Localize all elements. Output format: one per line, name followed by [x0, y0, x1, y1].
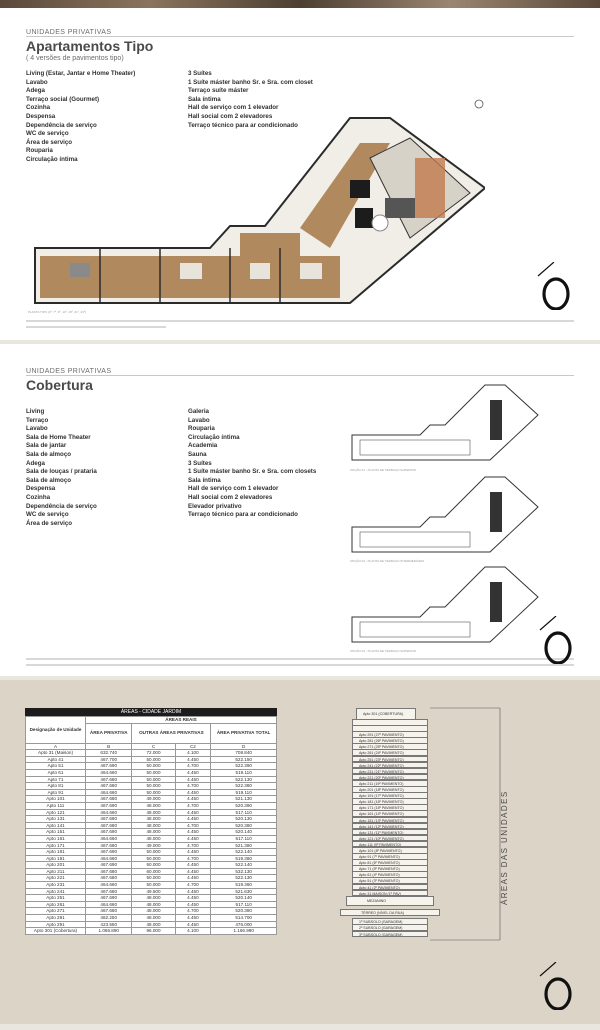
table-cell: 48.000 [132, 816, 175, 823]
table-cell: 467.680 [86, 796, 132, 803]
brand-logo-o [536, 262, 576, 310]
table-cell: 4.450 [175, 888, 211, 895]
table-cell: Apto 201 [26, 862, 86, 869]
tower-floor: Apto 101 (8º PAVIMENTO) [352, 847, 428, 854]
column-letter: C [132, 743, 175, 750]
feature-item: Sala de Home Theater [26, 433, 91, 441]
features-right [188, 408, 316, 520]
brand-logo-o [538, 962, 578, 1010]
table-cell: 467.680 [86, 875, 132, 882]
table-row [26, 908, 277, 915]
panel-apartamentos-tipo [0, 8, 600, 340]
table-cell: 467.690 [86, 862, 132, 869]
table-row [26, 882, 277, 889]
table-row [26, 829, 277, 836]
tower-floor: Apto 131 (11º PAVIMENTO) [352, 829, 428, 836]
table-cell: 467.690 [86, 802, 132, 809]
table-row [26, 822, 277, 829]
tower-floor: Apto 281 (26º PAVIMENTO) [352, 737, 428, 744]
tower-floor: Apto 221 (20º PAVIMENTO) [352, 774, 428, 781]
table-cell: 519.110 [211, 789, 277, 796]
table-cell: 4.450 [175, 789, 211, 796]
table-cell: 50.000 [132, 776, 175, 783]
table-cell: Apto 61 [26, 769, 86, 776]
floor-plan-tipo [30, 95, 485, 308]
table-cell: Apto 211 [26, 868, 86, 875]
panel-cobertura [0, 344, 600, 676]
feature-item: Lavabo [26, 425, 48, 433]
table-cell: 521.380 [211, 842, 277, 849]
table-cell: Apto 301 (Cobertura) [26, 928, 86, 935]
feature-item: Terraço técnico para ar condicionado [188, 511, 298, 519]
cobertura-plan-option-3 [350, 562, 540, 647]
table-cell: 520.380 [211, 908, 277, 915]
table-row [26, 763, 277, 770]
table-row [26, 862, 277, 869]
brand-logo-o [538, 616, 578, 664]
table-cell: 48.000 [132, 802, 175, 809]
table-cell: 4.450 [175, 868, 211, 875]
table-cell: 4.450 [175, 809, 211, 816]
table-cell: Apto 251 [26, 895, 86, 902]
table-cell: Apto 31 (Maison) [26, 750, 86, 757]
tower-floor: Apto 161 (14º PAVIMENTO) [352, 810, 428, 817]
table-cell: 467.690 [86, 829, 132, 836]
table-cell: Apto 131 [26, 816, 86, 823]
divider [26, 375, 574, 376]
table-cell: 4.700 [175, 802, 211, 809]
table-row [26, 816, 277, 823]
table-cell: Apto 161 [26, 835, 86, 842]
table-cell: 522.130 [211, 875, 277, 882]
table-cell: 467.680 [86, 816, 132, 823]
plan-caption: OPÇÃO 03 - PLANTA DE TERRAÇO SUPERIOR [350, 649, 416, 653]
plan-caption: OPÇÃO 01 - PLANTA DE TERRAÇO SUPERIOR [350, 468, 416, 472]
table-cell: 4.450 [175, 769, 211, 776]
table-cell: 467.680 [86, 908, 132, 915]
header-area-privativa: ÁREA PRIVATIVA [86, 723, 132, 743]
table-cell: 4.450 [175, 829, 211, 836]
table-cell: 4.450 [175, 756, 211, 763]
tower-floor: Apto 181 (16º PAVIMENTO) [352, 798, 428, 805]
table-cell: 464.660 [86, 901, 132, 908]
table-cell: 462.250 [86, 915, 132, 922]
table-cell: 4.450 [175, 816, 211, 823]
tower-floor: Apto 141 (12º PAVIMENTO) [352, 823, 428, 830]
table-cell: 50.000 [132, 882, 175, 889]
table-cell: 4.450 [175, 849, 211, 856]
table-cell: Apto 71 [26, 776, 86, 783]
feature-item: Terraço [26, 416, 49, 424]
table-cell: 520.390 [211, 802, 277, 809]
feature-item: Despensa [26, 485, 56, 493]
feature-item: WC de serviço [26, 130, 69, 138]
table-cell: 519.110 [211, 769, 277, 776]
table-cell: 60.000 [132, 868, 175, 875]
table-cell: 4.700 [175, 855, 211, 862]
table-cell: 50.000 [132, 862, 175, 869]
table-row [26, 809, 277, 816]
table-cell: Apto 231 [26, 882, 86, 889]
panel-areas [0, 680, 600, 1024]
table-cell: Apto 151 [26, 829, 86, 836]
table-cell: 50.000 [132, 849, 175, 856]
table-cell: 517.110 [211, 901, 277, 908]
table-cell: 521.130 [211, 796, 277, 803]
table-cell: 467.690 [86, 895, 132, 902]
feature-item: Living [26, 408, 45, 415]
table-cell: 48.000 [132, 921, 175, 928]
page-title: Apartamentos Tipo [26, 38, 154, 54]
table-cell: 4.450 [175, 796, 211, 803]
table-cell: 517.110 [211, 809, 277, 816]
divider [26, 36, 574, 37]
tower-floor: Apto 191 (17º PAVIMENTO) [352, 792, 428, 799]
feature-item: Lavabo [26, 78, 48, 86]
table-title: ÁREAS - CIDADE JARDIM [25, 708, 277, 716]
feature-item: Circulação íntima [188, 433, 240, 441]
table-cell: 50.000 [132, 855, 175, 862]
feature-item: 3 Suítes [188, 70, 212, 77]
tower-floor: Apto 261 (24º PAVIMENTO) [352, 749, 428, 756]
column-letter: A [26, 743, 86, 750]
table-row [26, 796, 277, 803]
table-cell: Apto 41 [26, 756, 86, 763]
table-row [26, 835, 277, 842]
table-cell: 49.500 [132, 888, 175, 895]
table-cell: 1.166.990 [211, 928, 277, 935]
tower-bracket [420, 700, 510, 1030]
table-cell: 517.110 [211, 835, 277, 842]
tower-subsolo: 3º SUBSOLO (GARAGEM) [352, 931, 428, 938]
table-cell: 522.380 [211, 783, 277, 790]
tower-floor: Apto 251 (23º PAVIMENTO) [352, 756, 428, 763]
features-left [26, 408, 97, 528]
footnote-line [26, 664, 574, 666]
feature-item: 3 Suítes [188, 459, 212, 467]
table-row [26, 888, 277, 895]
feature-item: Circulação íntima [26, 155, 78, 163]
table-cell: Apto 101 [26, 796, 86, 803]
table-cell: 48.000 [132, 835, 175, 842]
table-cell: Apto 51 [26, 763, 86, 770]
table-row [26, 915, 277, 922]
feature-item: Despensa [26, 112, 56, 120]
table-cell: 522.150 [211, 756, 277, 763]
feature-item: Lavabo [188, 416, 210, 424]
feature-item: Hall de serviço com 1 elevador [188, 104, 279, 112]
tower-floor: Apto 301 (COBERTURA) [356, 708, 416, 720]
table-cell: 464.660 [86, 789, 132, 796]
table-row [26, 756, 277, 763]
table-cell: Apto 81 [26, 783, 86, 790]
tower-terreo: TÉRREO (NÍVEL DA RUA) [340, 909, 440, 916]
table-row [26, 776, 277, 783]
cobertura-plan-option-2 [350, 472, 540, 557]
table-cell: 48.000 [132, 908, 175, 915]
table-cell: Apto 91 [26, 789, 86, 796]
table-cell: 4.450 [175, 915, 211, 922]
feature-item: Adega [26, 459, 45, 467]
table-cell: 50.000 [132, 789, 175, 796]
tower-subsolo: 2º SUBSOLO (GARAGEM) [352, 924, 428, 931]
table-cell: 50.000 [132, 769, 175, 776]
table-cell: 50.000 [132, 763, 175, 770]
table-cell: 4.700 [175, 783, 211, 790]
table-cell: Apto 111 [26, 802, 86, 809]
tower-mezanino: MEZANINO [346, 896, 434, 906]
table-row [26, 849, 277, 856]
table-cell: 520.380 [211, 822, 277, 829]
table-row [26, 921, 277, 928]
table-cell: 632.740 [86, 750, 132, 757]
table-cell: 519.360 [211, 855, 277, 862]
table-cell: Apto 191 [26, 855, 86, 862]
table-row [26, 855, 277, 862]
table-cell: 4.450 [175, 901, 211, 908]
table-cell: 4.450 [175, 835, 211, 842]
footnote-line [26, 326, 166, 328]
feature-item: Terraço técnico para ar condicionado [188, 121, 298, 129]
table-row [26, 901, 277, 908]
feature-item: Dependência de serviço [26, 121, 97, 129]
feature-item: Área de serviço [26, 138, 73, 146]
column-letter: D [211, 743, 277, 750]
feature-item: WC de serviço [26, 511, 69, 519]
table-cell: 467.680 [86, 842, 132, 849]
table-cell: 476.000 [211, 921, 277, 928]
table-row [26, 895, 277, 902]
table-row [26, 783, 277, 790]
table-row [26, 928, 277, 935]
header-designacao: Designação de Unidade [26, 717, 86, 744]
table-cell: 48.000 [132, 829, 175, 836]
table-cell: Apto 171 [26, 842, 86, 849]
table-cell: 521.630 [211, 888, 277, 895]
table-cell: Apto 181 [26, 849, 86, 856]
feature-item: 1 Suíte máster banho Sr. e Sra. com closets [188, 468, 317, 476]
side-label-areas-das-unidades: ÁREAS DAS UNIDADES [500, 790, 509, 905]
tower-floor: Apto 71 (5º PAVIMENTO) [352, 865, 428, 872]
areas-table [25, 716, 277, 935]
table-cell: 50.000 [132, 783, 175, 790]
table-cell: 49.000 [132, 796, 175, 803]
feature-item: Área de serviço [26, 519, 73, 527]
table-cell: 48.000 [132, 901, 175, 908]
table-cell: 96.000 [132, 928, 175, 935]
table-cell: 467.700 [86, 756, 132, 763]
table-cell: 519.360 [211, 882, 277, 889]
table-cell: 4.700 [175, 842, 211, 849]
header-outras-areas: OUTRAS ÁREAS PRIVATIVAS [132, 723, 211, 743]
tower-floor: Apto 151 (13º PAVIMENTO) [352, 817, 428, 824]
table-cell: 464.660 [86, 809, 132, 816]
table-cell: 464.660 [86, 855, 132, 862]
table-row [26, 875, 277, 882]
table-cell: 520.140 [211, 829, 277, 836]
header-areas-reais: ÁREAS REAIS [86, 717, 277, 724]
column-letter: C2 [175, 743, 211, 750]
feature-item: Living (Estar, Jantar e Home Theater) [26, 70, 136, 77]
table-cell: Apto 281 [26, 915, 86, 922]
table-cell: 4.450 [175, 776, 211, 783]
table-cell: 514.700 [211, 915, 277, 922]
feature-item: Hall social com 2 elevadores [188, 112, 273, 120]
feature-item: Sala íntima [188, 95, 221, 103]
feature-item: Terraço social (Gourmet) [26, 95, 100, 103]
header-area-total: ÁREA PRIVATIVA TOTAL [211, 723, 277, 743]
table-cell: 522.140 [211, 862, 277, 869]
tower-floor: Apto 41 (2º PAVIMENTO) [352, 884, 428, 891]
table-cell: 48.000 [132, 895, 175, 902]
column-letter: B [86, 743, 132, 750]
feature-item: Sala de almoço [26, 476, 72, 484]
table-cell: 467.690 [86, 763, 132, 770]
table-row [26, 802, 277, 809]
table-row [26, 842, 277, 849]
table-cell: 464.660 [86, 882, 132, 889]
table-row [26, 868, 277, 875]
table-cell: 4.450 [175, 862, 211, 869]
building-tower-diagram [352, 708, 428, 937]
feature-item: Sala de almoço [26, 450, 72, 458]
table-cell: 423.550 [86, 921, 132, 928]
table-cell: 4.700 [175, 763, 211, 770]
tower-floor: Apto 31 MAISON (1º PAV) [352, 890, 428, 897]
kicker: UNIDADES PRIVATIVAS [26, 368, 112, 375]
table-row [26, 750, 277, 757]
tower-floor: Apto 61 (4º PAVIMENTO) [352, 871, 428, 878]
tower-floor: Apto 91 (7º PAVIMENTO) [352, 853, 428, 860]
page-subtitle: ( 4 versões de pavimentos tipo) [26, 55, 124, 62]
cobertura-plan-option-1 [350, 380, 540, 465]
tower-floor: Apto 241 (22º PAVIMENTO) [352, 762, 428, 769]
table-cell: 467.680 [86, 868, 132, 875]
footnote-line [26, 320, 574, 322]
table-cell: 4.100 [175, 928, 211, 935]
feature-item: Rouparia [188, 425, 215, 433]
table-cell: 708.840 [211, 750, 277, 757]
table-cell: 4.700 [175, 908, 211, 915]
table-cell: 464.660 [86, 835, 132, 842]
plan-caption: OPÇÃO 02 - PLANTA DE TERRAÇO INTERMEDIÁRIO [350, 559, 425, 563]
table-cell: Apto 271 [26, 908, 86, 915]
table-cell: 467.680 [86, 822, 132, 829]
table-cell: 72.000 [132, 750, 175, 757]
table-cell: 4.450 [175, 921, 211, 928]
table-cell: 48.000 [132, 822, 175, 829]
feature-item: Terraço suíte máster [188, 87, 249, 95]
table-cell: 1.066.890 [86, 928, 132, 935]
tower-floor: Apto 231 (21º PAVIMENTO) [352, 768, 428, 775]
tower-floor: Apto 121 (10º PAVIMENTO) [352, 835, 428, 842]
tower-floor: Apto 271 (25º PAVIMENTO) [352, 743, 428, 750]
tower-subsolo: 1º SUBSOLO (GARAGEM) [352, 918, 428, 925]
table-cell: 50.000 [132, 875, 175, 882]
table-cell: 4.100 [175, 750, 211, 757]
table-cell: 48.000 [132, 809, 175, 816]
tower-floor: Apto 291 (27º PAVIMENTO) [352, 731, 428, 738]
table-cell: 4.450 [175, 895, 211, 902]
table-row [26, 789, 277, 796]
feature-item: Academia [188, 442, 218, 450]
feature-item: 1 Suíte máster banho Sr. e Sra. com closet [188, 78, 313, 86]
table-cell: 532.130 [211, 868, 277, 875]
tower-floor: Apto 201 (18º PAVIMENTO) [352, 786, 428, 793]
feature-item: Galeria [188, 408, 209, 415]
table-cell: 520.130 [211, 816, 277, 823]
feature-item: Sala de jantar [26, 442, 67, 450]
table-cell: Apto 291 [26, 921, 86, 928]
tower-floor: Apto 81 (6º PAVIMENTO) [352, 859, 428, 866]
table-cell: 467.680 [86, 888, 132, 895]
table-cell: 520.140 [211, 895, 277, 902]
tower-floor: Apto 171 (15º PAVIMENTO) [352, 804, 428, 811]
feature-item: Sauna [188, 450, 207, 458]
feature-item: Adega [26, 87, 45, 95]
table-cell: 4.700 [175, 882, 211, 889]
table-cell: 50.000 [132, 756, 175, 763]
table-cell: 49.000 [132, 842, 175, 849]
table-cell: 522.390 [211, 763, 277, 770]
table-cell: 4.450 [175, 875, 211, 882]
table-cell: 522.140 [211, 849, 277, 856]
tower-floor: Apto 211 (19º PAVIMENTO) [352, 780, 428, 787]
feature-item: Hall de serviço com 1 elevador [188, 485, 279, 493]
page-title: Cobertura [26, 377, 93, 393]
feature-item: Hall social com 2 elevadores [188, 493, 273, 501]
table-cell: Apto 121 [26, 809, 86, 816]
table-cell: Apto 261 [26, 901, 86, 908]
feature-item: Cozinha [26, 493, 51, 501]
table-cell: 467.680 [86, 783, 132, 790]
feature-item: Sala íntima [188, 476, 221, 484]
table-cell: 4.700 [175, 822, 211, 829]
feature-item: Dependência de serviço [26, 502, 97, 510]
table-row [26, 769, 277, 776]
footnote-line [26, 658, 574, 660]
table-cell: Apto 221 [26, 875, 86, 882]
plan-caption: PLANTA TIPO (3º, 7º, 9º, 14º, 16º, 21º, 24º) [28, 310, 86, 314]
feature-item: Elevador privativo [188, 502, 242, 510]
table-cell: 48.000 [132, 915, 175, 922]
table-cell: 464.660 [86, 769, 132, 776]
table-cell: 522.130 [211, 776, 277, 783]
tower-floor: Apto 111 (9º PAVIMENTO) [352, 841, 428, 848]
kicker: UNIDADES PRIVATIVAS [26, 29, 112, 36]
table-cell: Apto 141 [26, 822, 86, 829]
feature-item: Sala de louças / prataria [26, 468, 97, 476]
table-cell: 467.690 [86, 849, 132, 856]
table-cell: 467.680 [86, 776, 132, 783]
feature-item: Cozinha [26, 104, 51, 112]
top-photo-strip [0, 0, 600, 8]
feature-item: Rouparia [26, 147, 53, 155]
table-cell: Apto 241 [26, 888, 86, 895]
tower-floor: Apto 51 (3º PAVIMENTO) [352, 877, 428, 884]
